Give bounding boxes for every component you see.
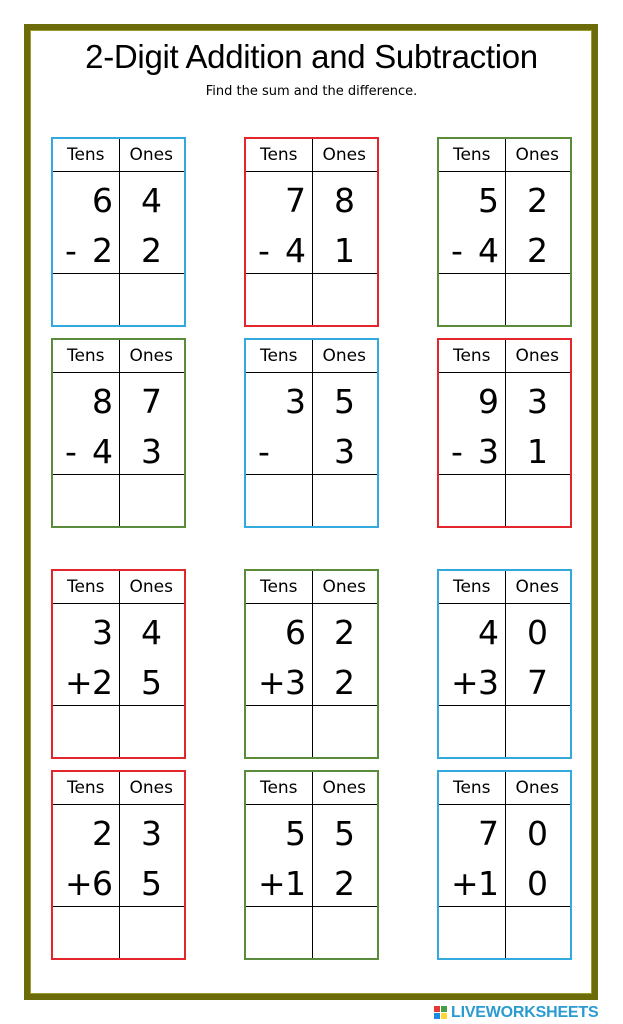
top-tens-digit: 5 <box>285 813 306 853</box>
answer-line <box>439 705 570 706</box>
ones-header: Ones <box>322 778 366 798</box>
bottom-ones-digit: 5 <box>141 662 162 702</box>
answer-line <box>53 273 184 274</box>
ones-header: Ones <box>515 577 559 597</box>
answer-row <box>439 275 570 325</box>
top-ones-digit: 5 <box>334 381 355 421</box>
ones-answer-box[interactable] <box>119 275 185 325</box>
operator-sign: + <box>258 863 286 903</box>
page-subtitle: Find the sum and the difference. <box>205 84 418 99</box>
bottom-tens-digit: 3 <box>478 662 499 702</box>
tens-answer-box[interactable] <box>53 275 119 325</box>
bottom-number-row <box>53 657 184 707</box>
liveworksheets-logo-icon <box>434 1006 448 1020</box>
problem-card <box>437 569 572 759</box>
top-number-row <box>53 175 184 225</box>
ones-header: Ones <box>515 346 559 366</box>
answer-line <box>246 474 377 475</box>
operator-sign: + <box>451 863 479 903</box>
top-tens-digit: 9 <box>478 381 499 421</box>
ones-answer-box[interactable] <box>312 707 378 757</box>
answer-line <box>246 705 377 706</box>
top-tens-digit: 3 <box>92 612 113 652</box>
answer-row <box>246 476 377 526</box>
tens-answer-box[interactable] <box>439 476 505 526</box>
bottom-ones-digit: 2 <box>334 662 355 702</box>
bottom-tens-digit: 4 <box>92 431 113 471</box>
top-tens-digit: 6 <box>92 180 113 220</box>
tens-header: Tens <box>66 778 105 798</box>
bottom-number-row <box>246 858 377 908</box>
bottom-tens-digit: 6 <box>92 863 113 903</box>
operator-sign: - <box>65 230 77 270</box>
top-tens-digit: 4 <box>478 612 499 652</box>
bottom-number-row <box>53 858 184 908</box>
bottom-ones-digit: 3 <box>141 431 162 471</box>
top-tens-digit: 2 <box>92 813 113 853</box>
bottom-ones-digit: 1 <box>527 431 548 471</box>
liveworksheets-logo[interactable] <box>434 1004 598 1022</box>
tens-header: Tens <box>66 577 105 597</box>
ones-header: Ones <box>322 346 366 366</box>
bottom-number-row <box>246 657 377 707</box>
top-ones-digit: 0 <box>527 813 548 853</box>
bottom-number-row <box>439 225 570 275</box>
bottom-tens-digit: 1 <box>285 863 306 903</box>
top-tens-digit: 6 <box>285 612 306 652</box>
bottom-tens-digit: 4 <box>478 230 499 270</box>
top-ones-digit: 3 <box>141 813 162 853</box>
ones-header: Ones <box>129 346 173 366</box>
answer-row <box>53 908 184 958</box>
bottom-tens-digit: 3 <box>285 662 306 702</box>
operator-sign: - <box>451 230 463 270</box>
top-number-row <box>53 808 184 858</box>
answer-row <box>53 707 184 757</box>
ones-header: Ones <box>129 778 173 798</box>
ones-answer-box[interactable] <box>119 908 185 958</box>
bottom-number-row <box>439 657 570 707</box>
problem-card <box>244 137 379 327</box>
operator-sign: - <box>451 431 463 471</box>
problem-card <box>244 569 379 759</box>
tens-header: Tens <box>259 346 298 366</box>
top-ones-digit: 7 <box>141 381 162 421</box>
top-number-row <box>53 607 184 657</box>
ones-answer-box[interactable] <box>312 908 378 958</box>
answer-row <box>439 908 570 958</box>
problem-card <box>244 770 379 960</box>
problem-card <box>437 137 572 327</box>
tens-header: Tens <box>259 577 298 597</box>
answer-line <box>246 906 377 907</box>
tens-answer-box[interactable] <box>439 908 505 958</box>
ones-answer-box[interactable] <box>119 707 185 757</box>
problem-card <box>51 137 186 327</box>
top-ones-digit: 4 <box>141 180 162 220</box>
top-tens-digit: 7 <box>478 813 499 853</box>
answer-line <box>246 273 377 274</box>
bottom-tens-digit: 1 <box>478 863 499 903</box>
bottom-ones-digit: 1 <box>334 230 355 270</box>
bottom-number-row <box>246 426 377 476</box>
answer-row <box>53 476 184 526</box>
operator-sign: - <box>258 431 270 471</box>
bottom-ones-digit: 7 <box>527 662 548 702</box>
tens-header: Tens <box>452 577 491 597</box>
tens-header: Tens <box>452 145 491 165</box>
ones-header: Ones <box>129 577 173 597</box>
ones-header: Ones <box>322 577 366 597</box>
answer-line <box>439 906 570 907</box>
top-number-row <box>439 376 570 426</box>
ones-answer-box[interactable] <box>505 275 571 325</box>
top-ones-digit: 8 <box>334 180 355 220</box>
top-ones-digit: 2 <box>334 612 355 652</box>
bottom-ones-digit: 3 <box>334 431 355 471</box>
ones-answer-box[interactable] <box>505 707 571 757</box>
top-number-row <box>246 808 377 858</box>
top-number-row <box>246 376 377 426</box>
tens-answer-box[interactable] <box>439 707 505 757</box>
top-ones-digit: 0 <box>527 612 548 652</box>
problem-card <box>437 338 572 528</box>
bottom-tens-digit: 2 <box>92 662 113 702</box>
bottom-ones-digit: 2 <box>527 230 548 270</box>
ones-answer-box[interactable] <box>312 275 378 325</box>
tens-answer-box[interactable] <box>246 908 312 958</box>
bottom-number-row <box>439 858 570 908</box>
top-tens-digit: 8 <box>92 381 113 421</box>
problem-card <box>51 770 186 960</box>
problem-card <box>51 338 186 528</box>
top-ones-digit: 5 <box>334 813 355 853</box>
problem-card <box>437 770 572 960</box>
top-tens-digit: 5 <box>478 180 499 220</box>
tens-answer-box[interactable] <box>53 707 119 757</box>
bottom-number-row <box>53 225 184 275</box>
operator-sign: + <box>65 863 93 903</box>
bottom-number-row <box>439 426 570 476</box>
top-tens-digit: 7 <box>285 180 306 220</box>
ones-header: Ones <box>515 778 559 798</box>
ones-header: Ones <box>129 145 173 165</box>
operator-sign: - <box>65 431 77 471</box>
logo-text: LIVEWORKSHEETS <box>451 1004 599 1021</box>
top-tens-digit: 3 <box>285 381 306 421</box>
answer-row <box>439 707 570 757</box>
problem-card <box>244 338 379 528</box>
operator-sign: + <box>258 662 286 702</box>
tens-answer-box[interactable] <box>246 476 312 526</box>
top-number-row <box>439 808 570 858</box>
tens-answer-box[interactable] <box>53 476 119 526</box>
bottom-ones-digit: 0 <box>527 863 548 903</box>
tens-answer-box[interactable] <box>246 707 312 757</box>
answer-line <box>53 906 184 907</box>
top-number-row <box>439 175 570 225</box>
problem-card <box>51 569 186 759</box>
operator-sign: - <box>258 230 270 270</box>
top-number-row <box>439 607 570 657</box>
bottom-tens-digit: 4 <box>285 230 306 270</box>
bottom-tens-digit: 3 <box>478 431 499 471</box>
operator-sign: + <box>65 662 93 702</box>
top-ones-digit: 2 <box>527 180 548 220</box>
ones-answer-box[interactable] <box>312 476 378 526</box>
tens-answer-box[interactable] <box>439 275 505 325</box>
ones-header: Ones <box>322 145 366 165</box>
page-title: 2-Digit Addition and Subtraction <box>85 38 538 75</box>
bottom-number-row <box>53 426 184 476</box>
top-number-row <box>246 175 377 225</box>
bottom-ones-digit: 2 <box>334 863 355 903</box>
top-number-row <box>53 376 184 426</box>
tens-header: Tens <box>452 778 491 798</box>
top-number-row <box>246 607 377 657</box>
tens-header: Tens <box>259 145 298 165</box>
operator-sign: + <box>451 662 479 702</box>
tens-header: Tens <box>452 346 491 366</box>
ones-answer-box[interactable] <box>505 476 571 526</box>
tens-header: Tens <box>66 145 105 165</box>
ones-header: Ones <box>515 145 559 165</box>
top-ones-digit: 3 <box>527 381 548 421</box>
bottom-tens-digit: 2 <box>92 230 113 270</box>
top-ones-digit: 4 <box>141 612 162 652</box>
ones-answer-box[interactable] <box>505 908 571 958</box>
answer-row <box>53 275 184 325</box>
answer-line <box>53 705 184 706</box>
tens-header: Tens <box>66 346 105 366</box>
bottom-ones-digit: 5 <box>141 863 162 903</box>
answer-row <box>246 707 377 757</box>
answer-line <box>53 474 184 475</box>
bottom-number-row <box>246 225 377 275</box>
tens-header: Tens <box>259 778 298 798</box>
answer-row <box>246 908 377 958</box>
tens-answer-box[interactable] <box>246 275 312 325</box>
answer-row <box>246 275 377 325</box>
bottom-ones-digit: 2 <box>141 230 162 270</box>
ones-answer-box[interactable] <box>119 476 185 526</box>
answer-line <box>439 474 570 475</box>
tens-answer-box[interactable] <box>53 908 119 958</box>
answer-line <box>439 273 570 274</box>
answer-row <box>439 476 570 526</box>
